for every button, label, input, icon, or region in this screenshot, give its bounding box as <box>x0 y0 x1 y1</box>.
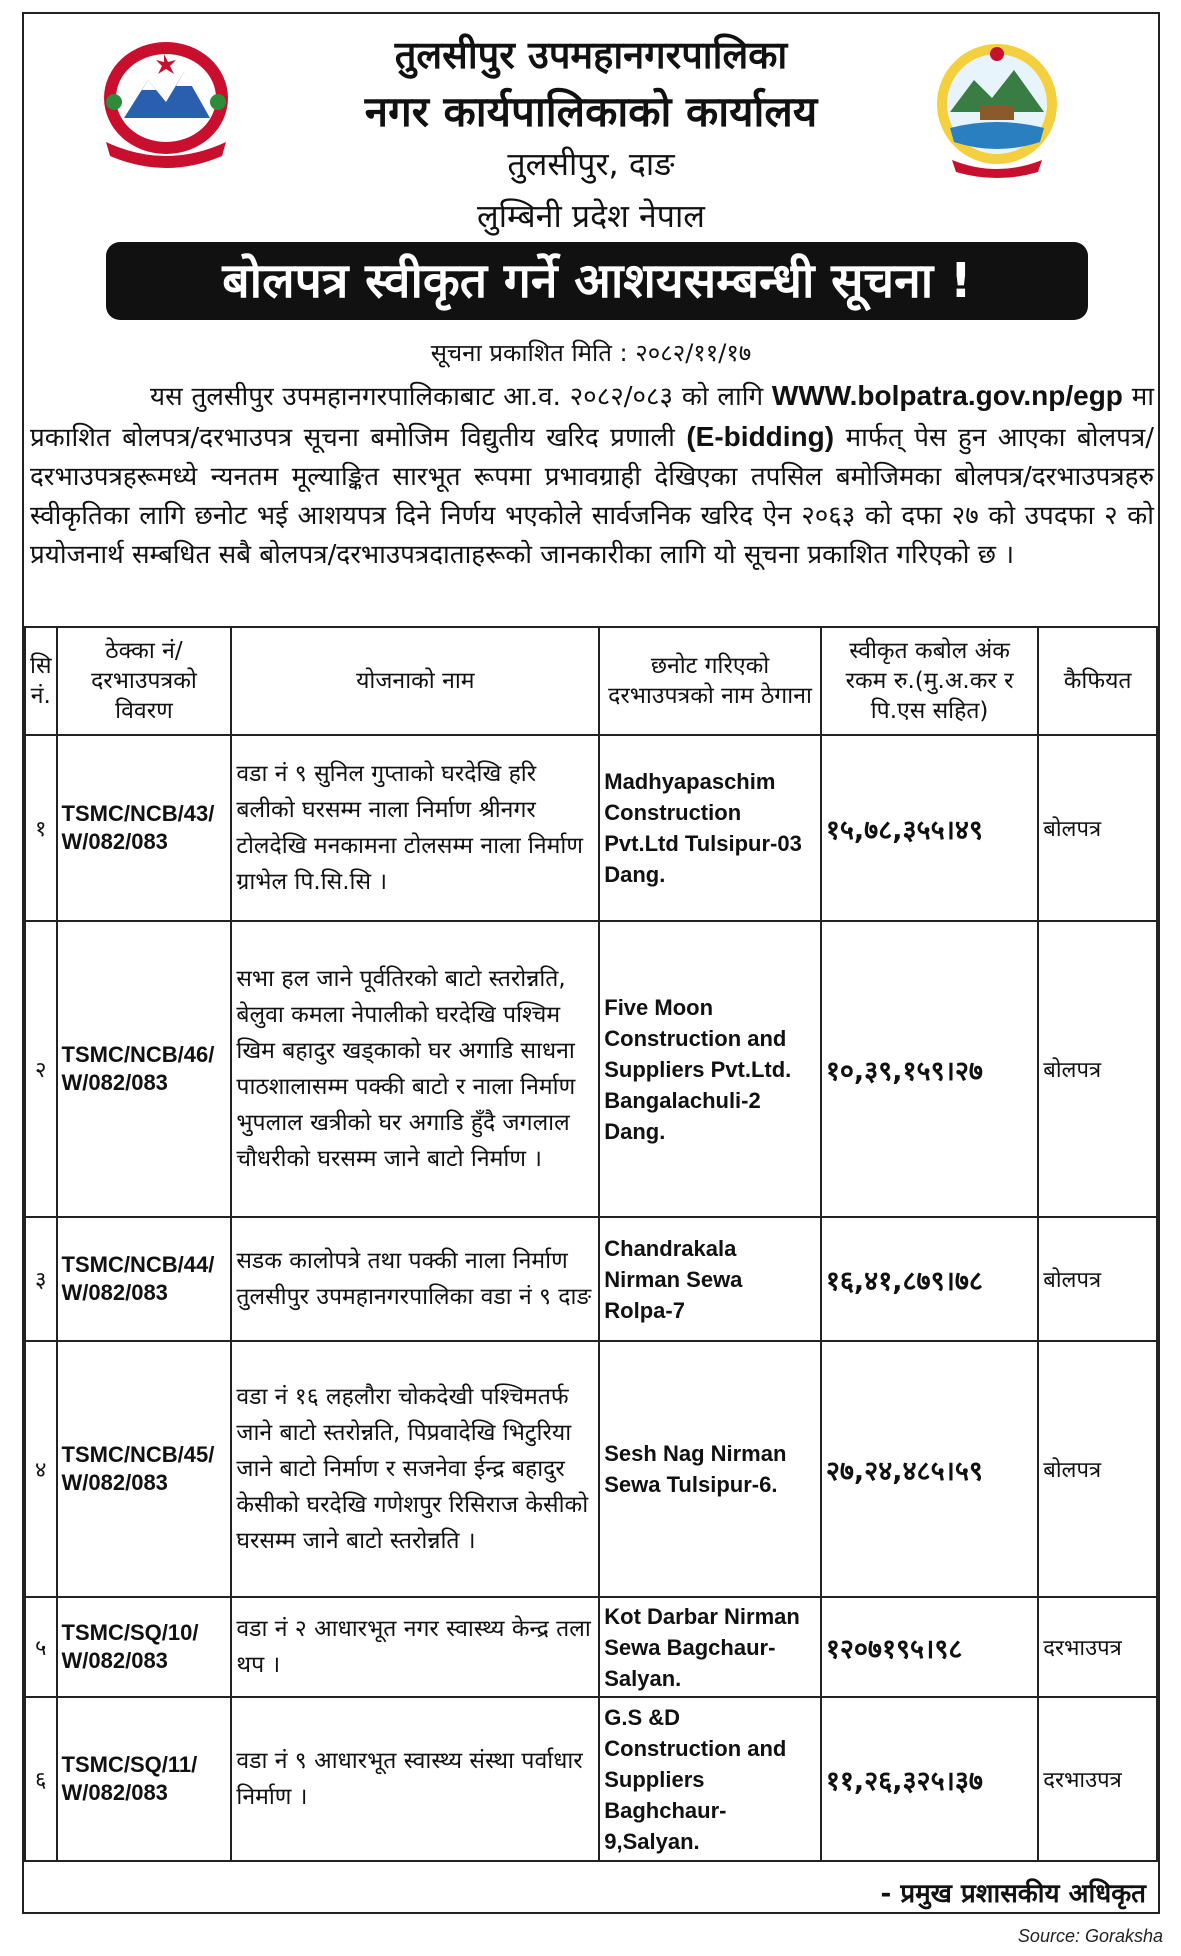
row-sn: १ <box>25 735 57 921</box>
row-plan: सडक कालोपत्रे तथा पक्की नाला निर्माण तुलसीपुर उपमहानगरपालिका वडा नं ९ दाङ <box>231 1217 599 1341</box>
row-amount: १०,३९,१५९।२७ <box>821 921 1038 1217</box>
header-plan: योजनाको नाम <box>231 627 599 735</box>
row-plan: वडा नं १६ लहलौरा चोकदेखी पश्चिमतर्फ जाने बाटो स्तरोन्नति, पिप्रवादेखि भिटुरिया जाने बाटो निर्माण र सजनेवा ईन्द्र बहादुर केसीको घरदेखि गणेशपुर रिसिराज केसीको घरसम्म जाने बाटो स्तरोन्नति । <box>231 1341 599 1597</box>
org-name-line2: नगर कार्यपालिकाको कार्यालय <box>364 87 818 136</box>
row-bidder: G.S &D Construction and Suppliers Baghchaur-9,Salyan. <box>599 1697 821 1861</box>
intro-part1: यस तुलसीपुर उपमहानगरपालिकाबाट आ.व. २०८२/०८३ को लागि <box>150 382 772 412</box>
row-remarks: बोलपत्र <box>1038 1341 1157 1597</box>
org-province: लुम्बिनी प्रदेश नेपाल <box>477 197 705 235</box>
table-header-row <box>25 627 1157 735</box>
row-bidder: Five Moon Construction and Suppliers Pvt.Ltd. Bangalachuli-2 Dang. <box>599 921 821 1217</box>
row-remarks: बोलपत्र <box>1038 921 1157 1217</box>
row-plan: सभा हल जाने पूर्वतिरको बाटो स्तरोन्नति, बेलुवा कमला नेपालीको घरदेखि पश्चिम खिम बहादुर खड्काको घर अगाडि साधना पाठशालासम्म पक्की बाटो र नाला निर्माण भुपलाल खत्रीको घर अगाडि हुँदै जगलाल चौधरीको घरसम्म जाने बाटो निर्माण । <box>231 921 599 1217</box>
notice-title: बोलपत्र स्वीकृत गर्ने आशयसम्बन्धी सूचना ! <box>106 242 1088 320</box>
intro-paragraph <box>30 376 1154 575</box>
signature: - प्रमुख प्रशासकीय अधिकृत <box>880 1879 1146 1909</box>
bid-table <box>24 626 1158 1862</box>
row-remarks: दरभाउपत्र <box>1038 1697 1157 1861</box>
org-name-line1: तुलसीपुर उपमहानगरपालिका <box>394 33 788 77</box>
row-amount: १६,४१,८७९।७८ <box>821 1217 1038 1341</box>
row-amount: १२०७१९५।९८ <box>821 1597 1038 1697</box>
website-link: WWW.bolpatra.gov.np/egp <box>771 380 1123 411</box>
row-contract: TSMC/NCB/45/ W/082/083 <box>57 1341 232 1597</box>
row-bidder: Sesh Nag Nirman Sewa Tulsipur-6. <box>599 1341 821 1597</box>
header-amount: स्वीकृत कबोल अंक रकम रु.(मु.अ.कर र पि.एस सहित) <box>821 627 1038 735</box>
notice-page <box>22 12 1160 1914</box>
row-contract: TSMC/SQ/11/ W/082/083 <box>57 1697 232 1861</box>
table-row <box>25 1217 1157 1341</box>
publication-date: सूचना प्रकाशित मिति : २०८२/११/१७ <box>430 339 752 367</box>
row-contract: TSMC/SQ/10/ W/082/083 <box>57 1597 232 1697</box>
row-contract: TSMC/NCB/44/ W/082/083 <box>57 1217 232 1341</box>
row-remarks: बोलपत्र <box>1038 735 1157 921</box>
table-row <box>25 1697 1157 1861</box>
table-row <box>25 735 1157 921</box>
intro-part3: मार्फत् पेस हुन आएका बोलपत्र/दरभाउपत्रहरूमध्ये न्यनतम मूल्याङ्कित सारभूत रूपमा प्रभावग्राही देखिएका तपसिल बमोजिमका बोलपत्र/दरभाउपत्रहरु स्वीकृतिका लागि छनोट भई आशयपत्र दिने निर्णय भएकोले सार्वजनिक खरिद ऐन २०६३ को दफा २७ को उपदफा २ को प्रयोजनार्थ सम्बधित सबै बोलपत्र/दरभाउपत्रदाताहरूको जानकारीका लागि यो सूचना प्रकाशित गरिएको छ । <box>30 423 1155 570</box>
header-sn: सि नं. <box>25 627 57 735</box>
row-bidder: Madhyapaschim Construction Pvt.Ltd Tulsipur-03 Dang. <box>599 735 821 921</box>
row-contract: TSMC/NCB/46/ W/082/083 <box>57 921 232 1217</box>
source-credit: Source: Goraksha <box>1017 1926 1163 1946</box>
ebidding-label: (E-bidding) <box>686 421 835 452</box>
row-remarks: दरभाउपत्र <box>1038 1597 1157 1697</box>
row-contract: TSMC/NCB/43/ W/082/083 <box>57 735 232 921</box>
intro-part2: मा प्रकाशित बोलपत्र/दरभाउपत्र सूचना बमोजिम विद्युतीय खरिद प्रणाली <box>30 382 1154 453</box>
row-remarks: बोलपत्र <box>1038 1217 1157 1341</box>
row-plan: वडा नं ९ आधारभूत स्वास्थ्य संस्था पर्वाधार निर्माण । <box>231 1697 599 1861</box>
row-sn: २ <box>25 921 57 1217</box>
row-amount: ११,२६,३२५।३७ <box>821 1697 1038 1861</box>
header-contract: ठेक्का नं/दरभाउपत्रको विवरण <box>57 627 232 735</box>
row-amount: १५,७८,३५५।४९ <box>821 735 1038 921</box>
table-row <box>25 1341 1157 1597</box>
table-row <box>25 921 1157 1217</box>
org-location: तुलसीपुर, दाङ <box>507 145 675 183</box>
header-remarks: कैफियत <box>1038 627 1157 735</box>
row-bidder: Chandrakala Nirman Sewa Rolpa-7 <box>599 1217 821 1341</box>
row-amount: २७,२४,४८५।५९ <box>821 1341 1038 1597</box>
header-bidder: छनोट गरिएको दरभाउपत्रको नाम ठेगाना <box>599 627 821 735</box>
notice-header <box>24 14 1158 367</box>
table-row <box>25 1597 1157 1697</box>
row-bidder: Kot Darbar Nirman Sewa Bagchaur-Salyan. <box>599 1597 821 1697</box>
row-sn: ५ <box>25 1597 57 1697</box>
row-plan: वडा नं ९ सुनिल गुप्ताको घरदेखि हरि बलीको घरसम्म नाला निर्माण श्रीनगर टोलदेखि मनकामना टोलसम्म नाला निर्माण ग्राभेल पि.सि.सि । <box>231 735 599 921</box>
row-sn: ६ <box>25 1697 57 1861</box>
row-sn: ३ <box>25 1217 57 1341</box>
row-plan: वडा नं २ आधारभूत नगर स्वास्थ्य केन्द्र तला थप । <box>231 1597 599 1697</box>
row-sn: ४ <box>25 1341 57 1597</box>
